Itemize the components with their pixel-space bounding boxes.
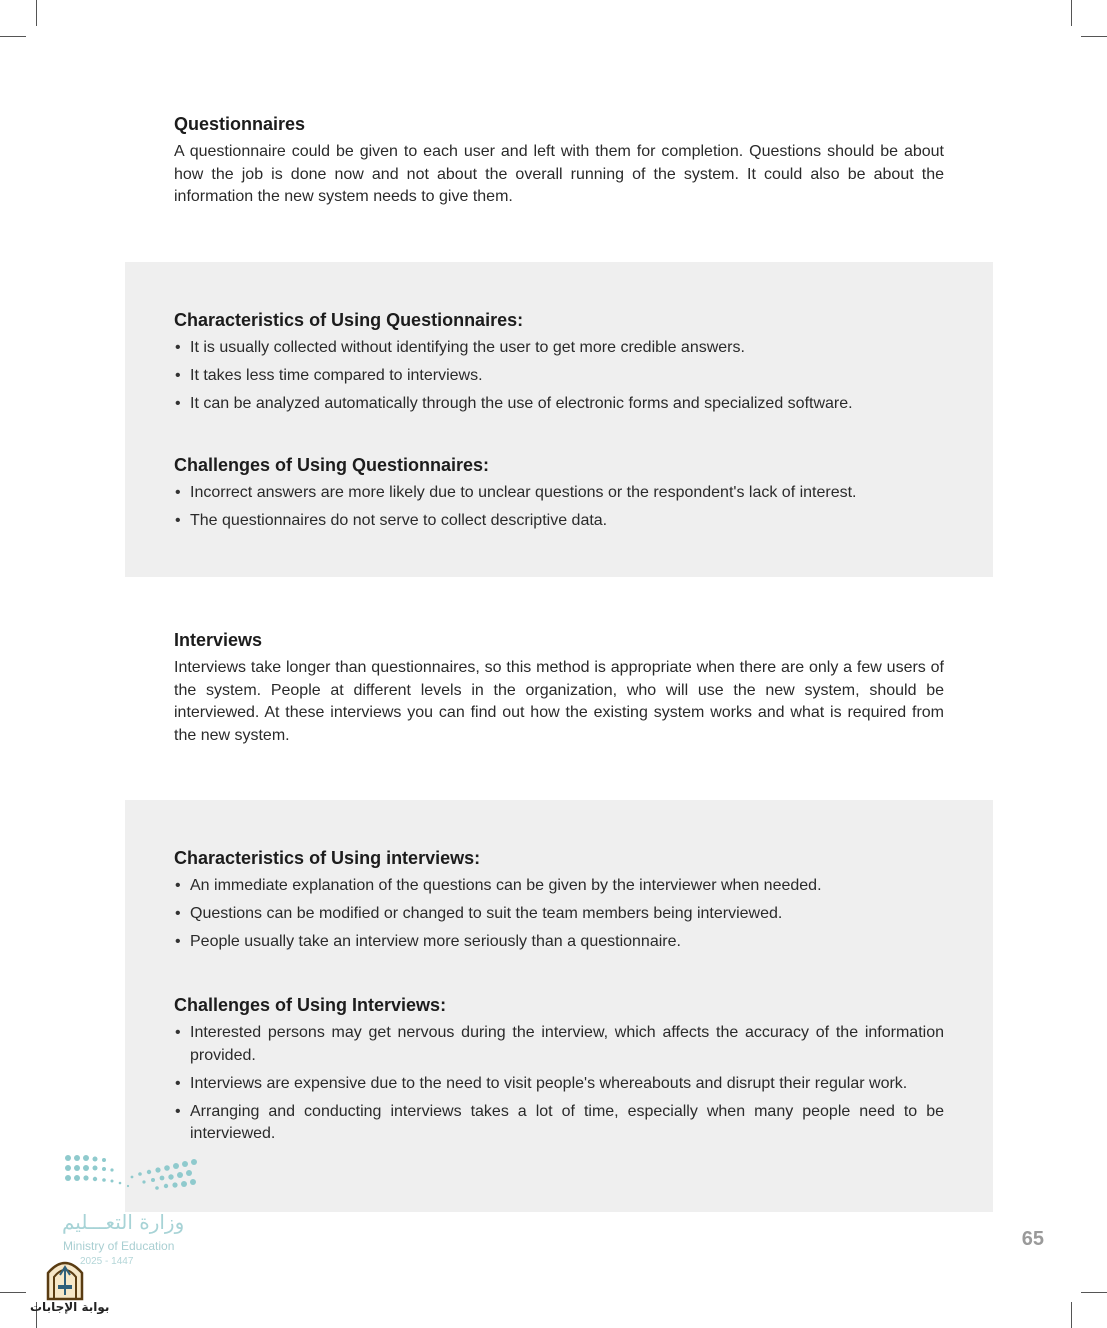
interview-characteristics (174, 848, 944, 959)
interview-challenges-list (174, 1022, 944, 1146)
ministry-year: 2025 - 1447 (80, 1256, 134, 1267)
answers-portal-emblem-icon (44, 1255, 86, 1301)
list-item: • An immediate explanation of the questions can be given by the interviewer when needed. (174, 875, 944, 898)
ministry-name-english: Ministry of Education (63, 1239, 175, 1253)
crop-mark-top-right-horizontal (1081, 36, 1107, 37)
list-item: • Incorrect answers are more likely due to unclear questions or the respondent's lack of interest. (174, 482, 944, 505)
ministry-name-arabic: وزارة التعـــليم (62, 1210, 185, 1234)
interviews-heading: Interviews (174, 630, 263, 650)
crop-mark-top-right-vertical (1071, 0, 1072, 26)
questionnaires-body: A questionnaire could be given to each user and left with them for completion. Questions should be about how the job is done now and not about the overall running of the system. It could also be about the information the new system needs to give them. (174, 143, 944, 205)
questionnaire-characteristics (174, 310, 944, 421)
interview-characteristics-heading: Characteristics of Using interviews: (174, 848, 481, 868)
list-item: • Arranging and conducting interviews takes a lot of time, especially when many people need to be interviewed. (174, 1101, 944, 1146)
list-item: • It is usually collected without identifying the user to get more credible answers. (174, 337, 944, 360)
questionnaire-challenges (174, 455, 944, 538)
interview-characteristics-list (174, 875, 944, 954)
crop-mark-top-left-horizontal (0, 36, 26, 37)
list-item: • It can be analyzed automatically through the use of electronic forms and specialized software. (174, 393, 944, 416)
page-number: 65 (1021, 1228, 1044, 1250)
crop-mark-bottom-left-horizontal (0, 1292, 26, 1293)
list-item: • Interviews are expensive due to the need to visit people's whereabouts and disrupt their regular work. (174, 1073, 944, 1096)
questionnaire-characteristics-heading: Characteristics of Using Questionnaires: (174, 310, 524, 330)
answers-portal-watermark: بوابة الإجابات (30, 1300, 110, 1314)
questionnaire-challenges-list (174, 482, 944, 533)
questionnaires-section (174, 114, 944, 209)
list-item: • Questions can be modified or changed to suit the team members being interviewed. (174, 903, 944, 926)
list-item: • It takes less time compared to interviews. (174, 365, 944, 388)
questionnaires-heading: Questionnaires (174, 114, 306, 134)
crop-mark-top-left-vertical (36, 0, 37, 26)
interviews-section (174, 630, 944, 747)
interview-challenges-heading: Challenges of Using Interviews: (174, 995, 447, 1015)
questionnaire-characteristics-list (174, 337, 944, 416)
list-item: • The questionnaires do not serve to collect descriptive data. (174, 510, 944, 533)
list-item: • Interested persons may get nervous during the interview, which affects the accuracy of the information provided. (174, 1022, 944, 1067)
interview-challenges (174, 995, 944, 1151)
questionnaire-challenges-heading: Challenges of Using Questionnaires: (174, 455, 490, 475)
interviews-body: Interviews take longer than questionnaires, so this method is appropriate when there are only a few users of the system. People at different levels in the organization, who will use the new system, should be interviewed. At these interviews you can find out how the existing system works and what is required from the new system. (174, 659, 944, 744)
crop-mark-bottom-right-horizontal (1081, 1292, 1107, 1293)
list-item: • People usually take an interview more seriously than a questionnaire. (174, 931, 944, 954)
crop-mark-bottom-right-vertical (1071, 1302, 1072, 1328)
